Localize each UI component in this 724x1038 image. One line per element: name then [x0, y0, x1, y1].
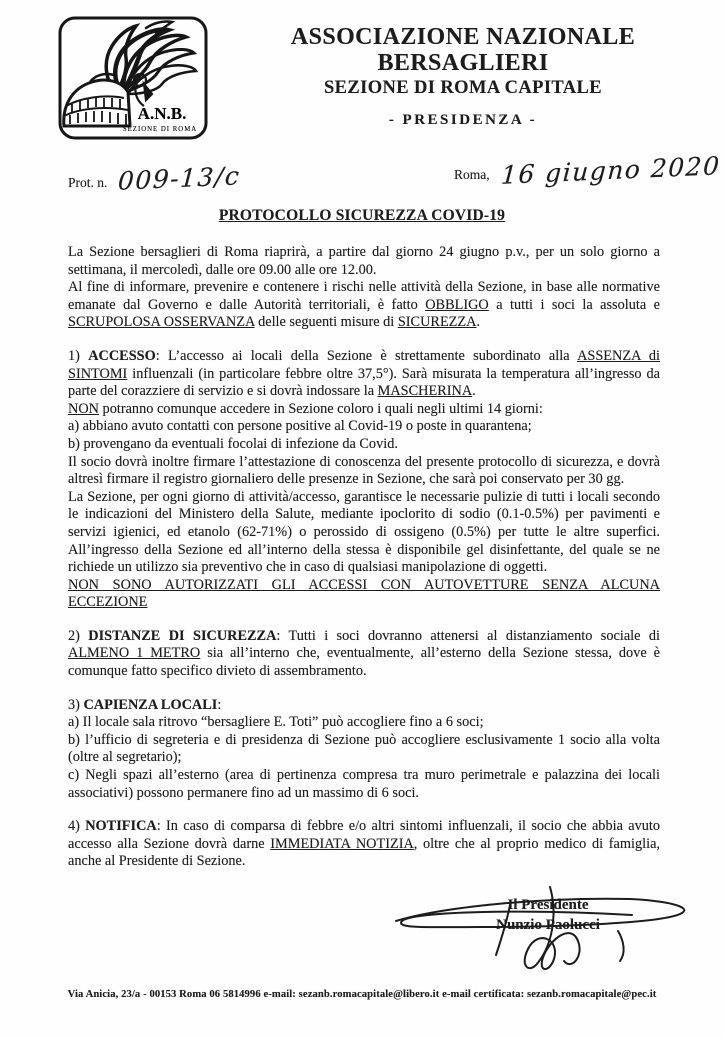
- colosseum-icon: [64, 74, 130, 126]
- paragraph: 4) NOTIFICA: In caso di comparsa di febbre e/o altri sintomi influenzali, il socio che abbia avuto accesso alla Sezione dovrà darne IMMEDIATA NOTIZIA, oltre che al proprio medico di famiglia, anche al Presidente di Sezione.: [68, 818, 661, 870]
- signature-name: Nunzio Paolucci: [496, 917, 600, 933]
- paragraph: a) Il locale sala ritrovo “bersagliere E. Toti” può accogliere fino a 6 soci;: [68, 714, 484, 731]
- paragraph: c) Negli spazi all’esterno (area di pertinenza compresa tra muro perimetrale e palazzina dei locali associativi) possono permanere fino ad un massimo di 6 soci.: [68, 767, 660, 801]
- paragraph: 1) ACCESSO: L’accesso ai locali della Sezione è strettamente subordinato alla ASSENZA di SINTOMI influenzali (in particolare febbre oltre 37,5°). Sarà misurata la temperatura all’ingresso da parte del corazziere di servizio e si dovrà indossare la MASCHERINA.: [68, 347, 661, 400]
- signature-block: [424, 895, 672, 935]
- logo-acronym: A.N.B.: [137, 104, 187, 123]
- paragraph: 2) DISTANZE DI SICUREZZA: Tutti i soci dovranno attenersi al distanziamento sociale di ALMENO 1 METRO sia all’interno che, eventualmente, all’esterno della Sezione stessa, dove è comunque fatto specifico divieto di assembramento.: [68, 627, 660, 680]
- logo-caption: SEZIONE DI ROMA: [122, 126, 198, 133]
- place-label: Roma,: [454, 167, 490, 182]
- document-body: [68, 244, 660, 871]
- paragraph: Al fine di informare, prevenire e contenere i rischi nelle attività della Sezione, in base alle normative emanate dal Governo e dalle Autorità territoriali, è fatto OBBLIGO a tutti i soci la assoluta e SCRUPOLOSA OSSERVANZA delle seguenti misure di SICUREZZA.: [68, 279, 660, 331]
- paragraph: NON potranno comunque accedere in Sezione coloro i quali negli ultimi 14 giorni:: [68, 400, 543, 417]
- anb-logo-image: [56, 14, 210, 142]
- paragraph: b) l’ufficio di segreteria e di presidenza di Sezione può accogliere esclusivamente 1 socio alla volta (oltre al segretario);: [68, 731, 660, 766]
- reference-line: [68, 151, 722, 198]
- paragraph: NON SONO AUTORIZZATI GLI ACCESSI CON AUTOVETTURE SENZA ALCUNA ECCEZIONE: [68, 576, 660, 611]
- date-handwritten: 16 giugno 2020: [499, 151, 722, 190]
- footer-text: Via Anicia, 23/a - 00153 Roma 06 5814996 e-mail: sezanb.romacapitale@libero.it e-mail certificata: sezanb.romacapitale@pec.it: [67, 989, 657, 1000]
- anb-logo: [56, 14, 210, 142]
- org-section: SEZIONE DI ROMA CAPITALE: [323, 77, 603, 98]
- document-title: PROTOCOLLO SICUREZZA COVID-19: [218, 207, 506, 224]
- letterhead: [56, 14, 724, 142]
- org-name: ASSOCIAZIONE NAZIONALE BERSAGLIERI: [290, 24, 636, 77]
- paragraph: b) provengano da eventuali focolai di infezione da Covid.: [68, 435, 398, 452]
- prot-label: Prot. n.: [68, 175, 108, 190]
- org-office: - PRESIDENZA -: [388, 111, 538, 128]
- paragraph: Il socio dovrà inoltre firmare l’attestazione di conoscenza del presente protocollo di sicurezza, e dovrà altresì firmare il registro giornaliero delle presenze in Sezione, che sarà poi conservato per 30 gg.: [68, 453, 660, 488]
- paragraph: La Sezione bersaglieri di Roma riaprirà, a partire dal giorno 24 giugno p.v., per un solo giorno a settimana, il mercoledì, dalle ore 09.00 alle ore 12.00.: [68, 244, 660, 278]
- signature-role: Il Presidente: [507, 897, 589, 913]
- paragraph: La Sezione, per ogni giorno di attività/accesso, garantisce le necessarie pulizie di tutti i locali secondo le indicazioni del Ministero della Salute, mediante ipoclorito di sodio (0.1-0.5%) per pavimenti e servizi igienici, ed etanolo (62-71%) o perossido di ossigeno (0.5%) per tutte le altre superfici. All’ingresso della Sezione ed all’interno della stessa è disponibile gel disinfettante, del quale se ne richiede un utilizzo sia preventivo che in caso di qualsiasi manipolazione di oggetti.: [68, 488, 660, 576]
- paragraph: 3) CAPIENZA LOCALI:: [68, 696, 222, 713]
- paragraph: a) abbiano avuto contatti con persone positive al Covid-19 o poste in quarantena;: [68, 418, 532, 435]
- prot-number-handwritten: 009-13/c: [117, 161, 242, 196]
